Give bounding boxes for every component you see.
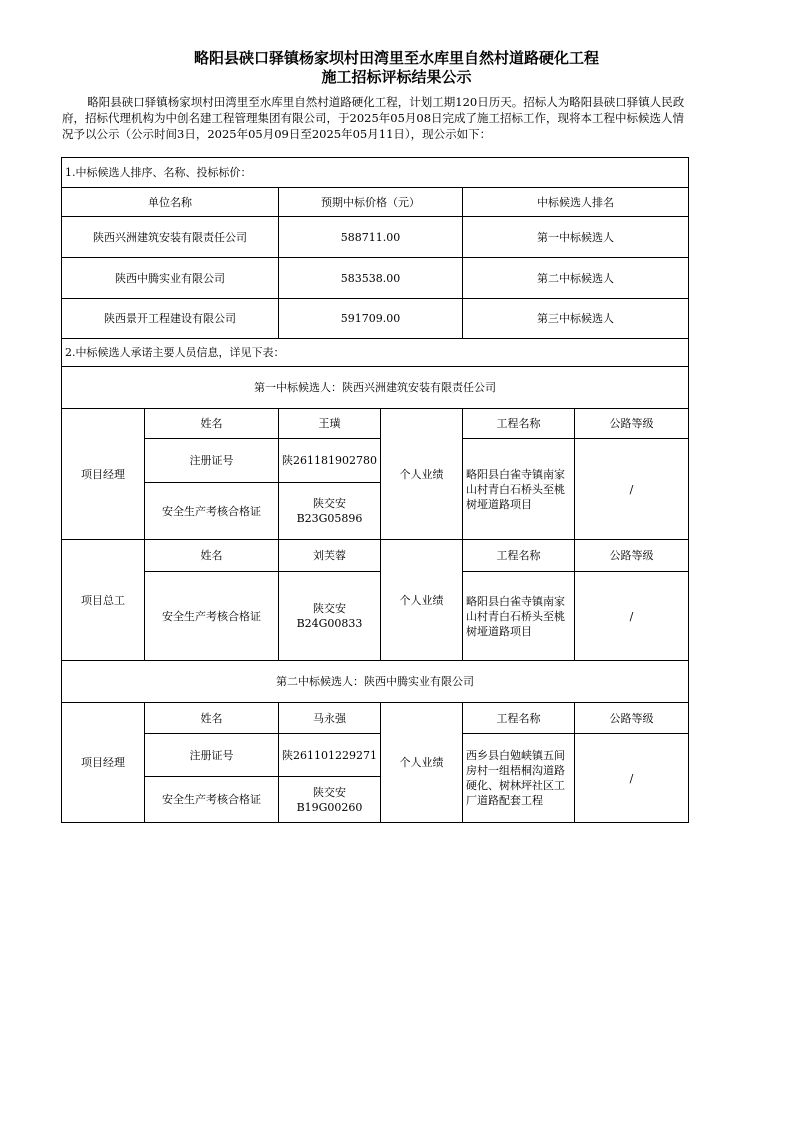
safety-cert-label: 安全生产考核合格证 bbox=[145, 572, 279, 661]
section1-title: 1.中标候选人排序、名称、投标标价： bbox=[62, 158, 689, 188]
candidate-rank: 第二中标候选人 bbox=[463, 258, 689, 299]
results-table bbox=[61, 157, 689, 823]
name-label: 姓名 bbox=[145, 703, 279, 734]
safety-cert-value: 陕交安B24G00833 bbox=[279, 572, 381, 661]
table-row bbox=[62, 258, 689, 299]
project-name-label: 工程名称 bbox=[463, 703, 575, 734]
person-name: 刘芙蓉 bbox=[279, 540, 381, 572]
bid-price: 588711.00 bbox=[279, 217, 463, 258]
road-grade-value: / bbox=[575, 734, 689, 823]
project-name-value: 略阳县白雀寺镇南家山村青白石桥头至桃树垭道路项目 bbox=[463, 439, 575, 540]
safety-cert-label: 安全生产考核合格证 bbox=[145, 483, 279, 540]
reg-no-label: 注册证号 bbox=[145, 439, 279, 483]
safety-cert-value: 陕交安B19G00260 bbox=[279, 777, 381, 823]
safety-cert-value: 陕交安B23G05896 bbox=[279, 483, 381, 540]
project-name-label: 工程名称 bbox=[463, 540, 575, 572]
road-grade-value: / bbox=[575, 439, 689, 540]
project-name-value: 西乡县白勉峡镇五间房村一组梧桐沟道路硬化、树林坪社区工厂道路配套工程 bbox=[463, 734, 575, 823]
document-subtitle: 施工招标评标结果公示 bbox=[321, 68, 472, 86]
name-label: 姓名 bbox=[145, 540, 279, 572]
header-rank: 中标候选人排名 bbox=[463, 188, 689, 217]
candidate-rank: 第一中标候选人 bbox=[463, 217, 689, 258]
company-name: 陕西兴洲建筑安装有限责任公司 bbox=[62, 217, 279, 258]
reg-no-value: 陕261181902780 bbox=[279, 439, 381, 483]
person-name: 马永强 bbox=[279, 703, 381, 734]
road-grade-label: 公路等级 bbox=[575, 409, 689, 439]
road-grade-label: 公路等级 bbox=[575, 703, 689, 734]
table-row bbox=[62, 217, 689, 258]
reg-no-label: 注册证号 bbox=[145, 734, 279, 777]
safety-cert-label: 安全生产考核合格证 bbox=[145, 777, 279, 823]
bid-price: 591709.00 bbox=[279, 299, 463, 339]
personal-record-label: 个人业绩 bbox=[381, 703, 463, 823]
reg-no-value: 陕261101229271 bbox=[279, 734, 381, 777]
name-label: 姓名 bbox=[145, 409, 279, 439]
table-row bbox=[62, 299, 689, 339]
role-label: 项目总工 bbox=[62, 540, 145, 661]
road-grade-value: / bbox=[575, 572, 689, 661]
personal-record-label: 个人业绩 bbox=[381, 540, 463, 661]
bid-price: 583538.00 bbox=[279, 258, 463, 299]
project-name-value: 略阳县白雀寺镇南家山村青白石桥头至桃树垭道路项目 bbox=[463, 572, 575, 661]
personal-record-label: 个人业绩 bbox=[381, 409, 463, 540]
candidate2-heading: 第二中标候选人：陕西中腾实业有限公司 bbox=[62, 661, 689, 703]
header-price: 预期中标价格（元） bbox=[279, 188, 463, 217]
role-label: 项目经理 bbox=[62, 703, 145, 823]
document-title: 略阳县硖口驿镇杨家坝村田湾里至水库里自然村道路硬化工程 bbox=[193, 49, 599, 67]
intro-paragraph: 略阳县硖口驿镇杨家坝村田湾里至水库里自然村道路硬化工程，计划工期120日历天。招标人为略阳县硖口驿镇人民政府，招标代理机构为中创名建工程管理集团有限公司，于2025年05月08日完成了施工招标工作，现将本工程中标候选人情况予以公示（公示时间3日，2025年05月09日至2025年05月11日），现公示如下： bbox=[62, 95, 685, 141]
company-name: 陕西景开工程建设有限公司 bbox=[62, 299, 279, 339]
candidate1-heading: 第一中标候选人：陕西兴洲建筑安装有限责任公司 bbox=[62, 367, 689, 409]
header-company: 单位名称 bbox=[62, 188, 279, 217]
project-name-label: 工程名称 bbox=[463, 409, 575, 439]
role-label: 项目经理 bbox=[62, 409, 145, 540]
person-name: 王璜 bbox=[279, 409, 381, 439]
candidate-rank: 第三中标候选人 bbox=[463, 299, 689, 339]
company-name: 陕西中腾实业有限公司 bbox=[62, 258, 279, 299]
road-grade-label: 公路等级 bbox=[575, 540, 689, 572]
section2-title: 2.中标候选人承诺主要人员信息，详见下表： bbox=[62, 339, 689, 367]
